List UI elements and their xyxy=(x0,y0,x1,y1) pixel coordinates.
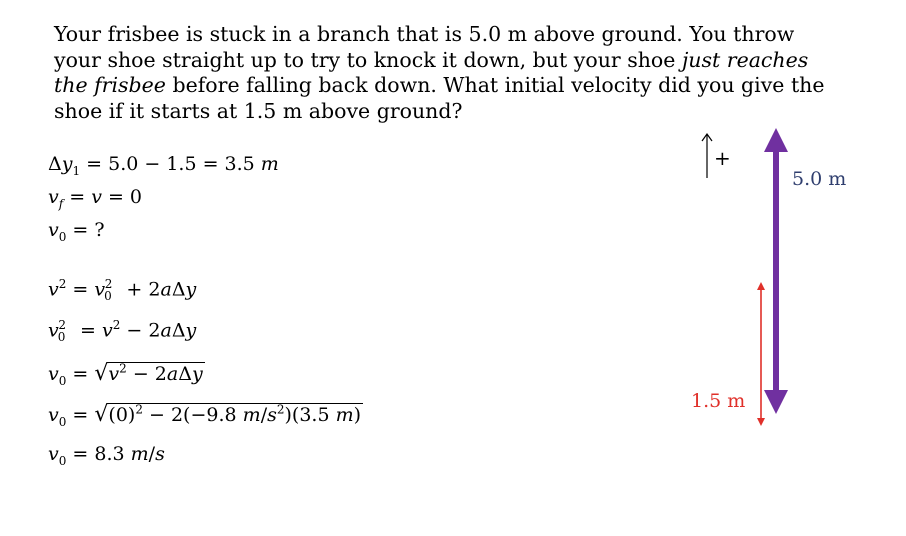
height-label-1-5m: 1.5 m xyxy=(691,390,746,412)
problem-emphasis-the-frisbee: the frisbee xyxy=(54,73,166,97)
height-arrow-1-5m xyxy=(757,282,765,426)
equation-substituted: $v_0 = √(0)^2 - 2(-9.8$ $m/s^2)(3.5$ m) xyxy=(48,402,362,429)
problem-line-4: shoe if it starts at 1.5 m above ground? xyxy=(54,98,463,123)
height-arrow-5m xyxy=(764,128,788,414)
problem-line-2-text: your shoe straight up to try to knock it down, but your shoe xyxy=(54,47,682,72)
equation-initial-velocity-unknown: $v_0$ = ? xyxy=(48,219,105,244)
equation-final-velocity: $v_f = v = 0$ xyxy=(48,186,143,211)
equation-result: $v_0 = 8.3$ m/s xyxy=(48,443,165,468)
positive-direction-label: + xyxy=(714,146,731,170)
positive-direction-arrow xyxy=(702,134,712,178)
equation-delta-y: $\Delta y_1 = 5.0 - 1.5 = 3.5$ m xyxy=(48,153,279,178)
problem-emphasis-just-reaches: just reaches xyxy=(681,47,809,72)
equation-square-root: $v_0 = √v^2 - 2a\Delta y$ xyxy=(48,361,203,388)
equation-kinematic: $v^2 = v_0^2 + 2a\Delta y$ xyxy=(48,277,197,304)
height-label-5m: 5.0 m xyxy=(792,168,847,190)
equation-rearranged: $v_0^2 = v^2 - 2a\Delta y$ xyxy=(48,318,197,345)
problem-line-1: Your frisbee is stuck in a branch that is 5.0 m above ground. You throw xyxy=(54,22,795,46)
problem-line-3-text: before falling back down. What initial velocity did you give the xyxy=(165,73,825,97)
